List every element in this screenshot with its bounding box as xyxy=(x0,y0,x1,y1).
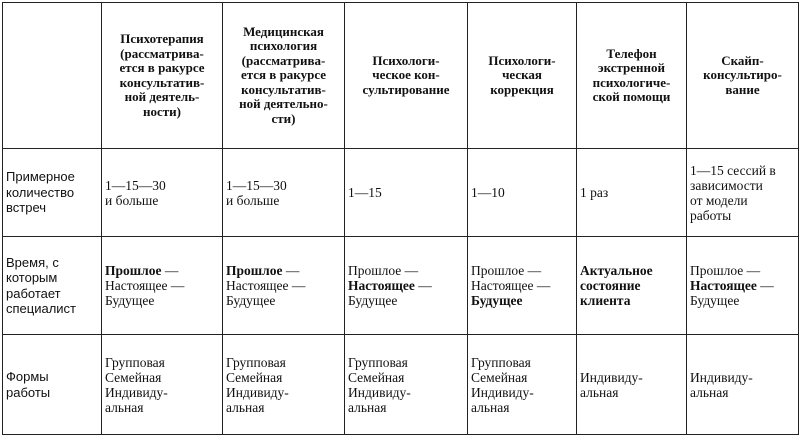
col-header-counseling xyxy=(345,3,468,149)
cell-line xyxy=(690,370,795,385)
cell-line xyxy=(105,278,219,293)
cell-line xyxy=(105,385,219,400)
plain-text: альная xyxy=(690,384,729,400)
col-header-psychotherapy xyxy=(102,3,223,149)
cell-line xyxy=(348,185,464,200)
plain-text: — xyxy=(756,278,774,293)
col-header-line: ной деятельно- xyxy=(239,96,328,112)
emphasis-text: клиента xyxy=(580,293,631,308)
cell-line xyxy=(580,263,683,278)
plain-text: альная xyxy=(105,399,144,415)
plain-text: Групповая xyxy=(226,354,286,370)
plain-text: Прошлое — xyxy=(690,263,761,278)
col-header-line: (рассматрива- xyxy=(120,45,204,61)
col-header-line: консультиро- xyxy=(703,67,782,83)
cell-line xyxy=(580,385,683,400)
plain-text: Семейная xyxy=(348,369,405,385)
cell-line xyxy=(105,400,219,415)
plain-text: альная xyxy=(580,384,619,400)
row-label-line: специалист xyxy=(6,301,77,316)
cell-line xyxy=(348,370,464,385)
col-header-line: Медицинская xyxy=(243,23,324,39)
cell-line xyxy=(690,178,795,193)
cell-line xyxy=(580,293,683,308)
col-header-line: ской помощи xyxy=(592,89,671,104)
cell-line xyxy=(105,178,219,193)
cell-line xyxy=(226,263,341,278)
cell-line xyxy=(105,370,219,385)
cell-line xyxy=(348,400,464,415)
cell-line xyxy=(105,263,219,278)
cell-line xyxy=(690,263,795,278)
cell-line xyxy=(471,263,573,278)
cell-forms-hotline xyxy=(577,335,687,435)
plain-text: Настоящее — xyxy=(226,278,306,293)
cell-line xyxy=(690,293,795,308)
col-header-line: ется в ракурсе xyxy=(240,67,327,83)
plain-text: — xyxy=(282,263,300,278)
col-header-line: экстренной xyxy=(597,60,666,75)
col-header-line: коррекция xyxy=(490,81,554,97)
col-header-skype xyxy=(687,3,799,149)
cell-meetings-psychotherapy xyxy=(102,149,223,237)
emphasis-text: Прошлое xyxy=(105,263,162,278)
cell-time-counseling xyxy=(345,237,468,335)
cell-time-psychotherapy xyxy=(102,237,223,335)
cell-meetings-hotline xyxy=(577,149,687,237)
col-header-line: ности) xyxy=(143,103,181,119)
plain-text: альная xyxy=(226,399,265,415)
cell-line xyxy=(580,370,683,385)
emphasis-text: состояние xyxy=(580,278,641,293)
plain-text: Будущее xyxy=(348,293,398,308)
col-header-line: Скайп- xyxy=(721,52,764,68)
cell-line xyxy=(690,278,795,293)
plain-text: альная xyxy=(348,399,387,415)
plain-text: альная xyxy=(471,399,510,415)
plain-text: Семейная xyxy=(105,369,162,385)
col-header-line: ется в ракурсе xyxy=(119,60,205,75)
cell-line xyxy=(471,385,573,400)
col-header-line: психологиче- xyxy=(592,74,671,90)
plain-text: Семейная xyxy=(226,369,283,385)
cell-meetings-counseling xyxy=(345,149,468,237)
row-label-line: количество xyxy=(6,184,75,200)
cell-time-skype xyxy=(687,237,799,335)
row-time xyxy=(3,237,799,335)
col-header-line: ческое кон- xyxy=(372,67,440,83)
col-header-medical xyxy=(223,3,345,149)
col-header-line: Телефон xyxy=(606,45,657,61)
cell-line xyxy=(348,385,464,400)
plain-text: 1 раз xyxy=(580,185,609,200)
cell-meetings-skype xyxy=(687,149,799,237)
cell-line xyxy=(690,163,795,178)
cell-forms-correction xyxy=(468,335,577,435)
col-header-line: сти) xyxy=(271,110,296,126)
cell-line xyxy=(226,293,341,308)
cell-time-hotline xyxy=(577,237,687,335)
cell-line xyxy=(226,178,341,193)
cell-line xyxy=(348,278,464,293)
col-header-line: вание xyxy=(725,81,760,97)
emphasis-text: Актуальное xyxy=(580,263,653,278)
plain-text: Индивиду- xyxy=(105,384,168,400)
col-header-line: Психологи- xyxy=(488,52,556,68)
cell-forms-psychotherapy xyxy=(102,335,223,435)
corner-cell xyxy=(3,3,102,149)
plain-text: и больше xyxy=(226,192,280,208)
col-header-line: Психологи- xyxy=(372,52,440,68)
cell-line xyxy=(471,370,573,385)
col-header-line: Психотерапия xyxy=(120,31,204,46)
emphasis-text: Прошлое xyxy=(226,263,283,278)
cell-line xyxy=(690,193,795,208)
cell-forms-skype xyxy=(687,335,799,435)
plain-text: Групповая xyxy=(105,354,165,370)
plain-text: Прошлое — xyxy=(348,263,419,278)
cell-line xyxy=(105,193,219,208)
col-header-line: сультирование xyxy=(362,81,450,97)
cell-line xyxy=(226,355,341,370)
cell-forms-medical xyxy=(223,335,345,435)
plain-text: зависимости xyxy=(690,177,763,193)
plain-text: Будущее xyxy=(226,293,276,308)
cell-meetings-correction xyxy=(468,149,577,237)
emphasis-text: Настоящее xyxy=(690,278,757,293)
cell-line xyxy=(105,355,219,370)
plain-text: Индивиду- xyxy=(690,369,753,385)
plain-text: от модели xyxy=(690,192,748,208)
cell-line xyxy=(471,400,573,415)
row-label-line: Время, с xyxy=(6,254,59,270)
cell-time-correction xyxy=(468,237,577,335)
row-label-forms xyxy=(3,335,102,435)
cell-line xyxy=(471,278,573,293)
plain-text: Индивиду- xyxy=(226,384,289,400)
cell-line xyxy=(105,293,219,308)
col-header-line: (рассматрива- xyxy=(241,52,326,68)
cell-line xyxy=(348,263,464,278)
cell-time-medical xyxy=(223,237,345,335)
plain-text: Настоящее — xyxy=(471,278,551,293)
plain-text: Настоящее — xyxy=(105,278,185,293)
plain-text: работы xyxy=(690,207,732,223)
plain-text: Индивиду- xyxy=(348,384,411,400)
plain-text: — xyxy=(161,263,179,278)
plain-text: Индивиду- xyxy=(471,384,534,400)
comparison-table xyxy=(2,2,799,435)
cell-line xyxy=(348,355,464,370)
cell-line xyxy=(471,293,573,308)
plain-text: 1—15 сессий в xyxy=(690,162,776,178)
row-label-line: работы xyxy=(6,384,51,400)
emphasis-text: Будущее xyxy=(471,293,523,308)
row-label-line: Примерное xyxy=(6,169,75,185)
cell-line xyxy=(226,370,341,385)
col-header-correction xyxy=(468,3,577,149)
plain-text: Групповая xyxy=(471,354,531,370)
plain-text: Семейная xyxy=(471,369,528,385)
col-header-line: ческая xyxy=(502,67,542,83)
cell-line xyxy=(471,355,573,370)
row-forms xyxy=(3,335,799,435)
cell-line xyxy=(690,208,795,223)
cell-meetings-medical xyxy=(223,149,345,237)
plain-text: — xyxy=(414,278,432,293)
plain-text: 1—15 xyxy=(348,185,382,200)
emphasis-text: Настоящее xyxy=(348,278,415,293)
cell-forms-counseling xyxy=(345,335,468,435)
plain-text: и больше xyxy=(105,192,159,208)
row-meetings xyxy=(3,149,799,237)
header-row xyxy=(3,3,799,149)
cell-line xyxy=(226,385,341,400)
row-label-line: работает xyxy=(6,285,61,301)
cell-line xyxy=(226,400,341,415)
cell-line xyxy=(580,278,683,293)
plain-text: Прошлое — xyxy=(471,263,542,278)
cell-line xyxy=(580,185,683,200)
plain-text: Будущее xyxy=(690,293,740,308)
cell-line xyxy=(690,385,795,400)
row-label-time xyxy=(3,237,102,335)
plain-text: 1—15—30 xyxy=(226,177,287,193)
row-label-line: Формы xyxy=(6,369,49,384)
cell-line xyxy=(226,193,341,208)
col-header-line: психология xyxy=(249,38,318,54)
plain-text: Групповая xyxy=(348,354,408,370)
cell-line xyxy=(471,185,573,200)
col-header-line: ной деятель- xyxy=(124,89,200,104)
col-header-hotline xyxy=(577,3,687,149)
cell-line xyxy=(226,278,341,293)
plain-text: 1—10 xyxy=(471,185,505,200)
col-header-line: консультатив- xyxy=(119,74,205,90)
plain-text: 1—15—30 xyxy=(105,177,166,193)
row-label-meetings xyxy=(3,149,102,237)
plain-text: Будущее xyxy=(105,293,155,308)
row-label-line: которым xyxy=(6,270,58,285)
cell-line xyxy=(348,293,464,308)
col-header-line: консультатив- xyxy=(241,81,326,97)
row-label-line: встреч xyxy=(6,200,47,216)
plain-text: Индивиду- xyxy=(580,369,643,385)
